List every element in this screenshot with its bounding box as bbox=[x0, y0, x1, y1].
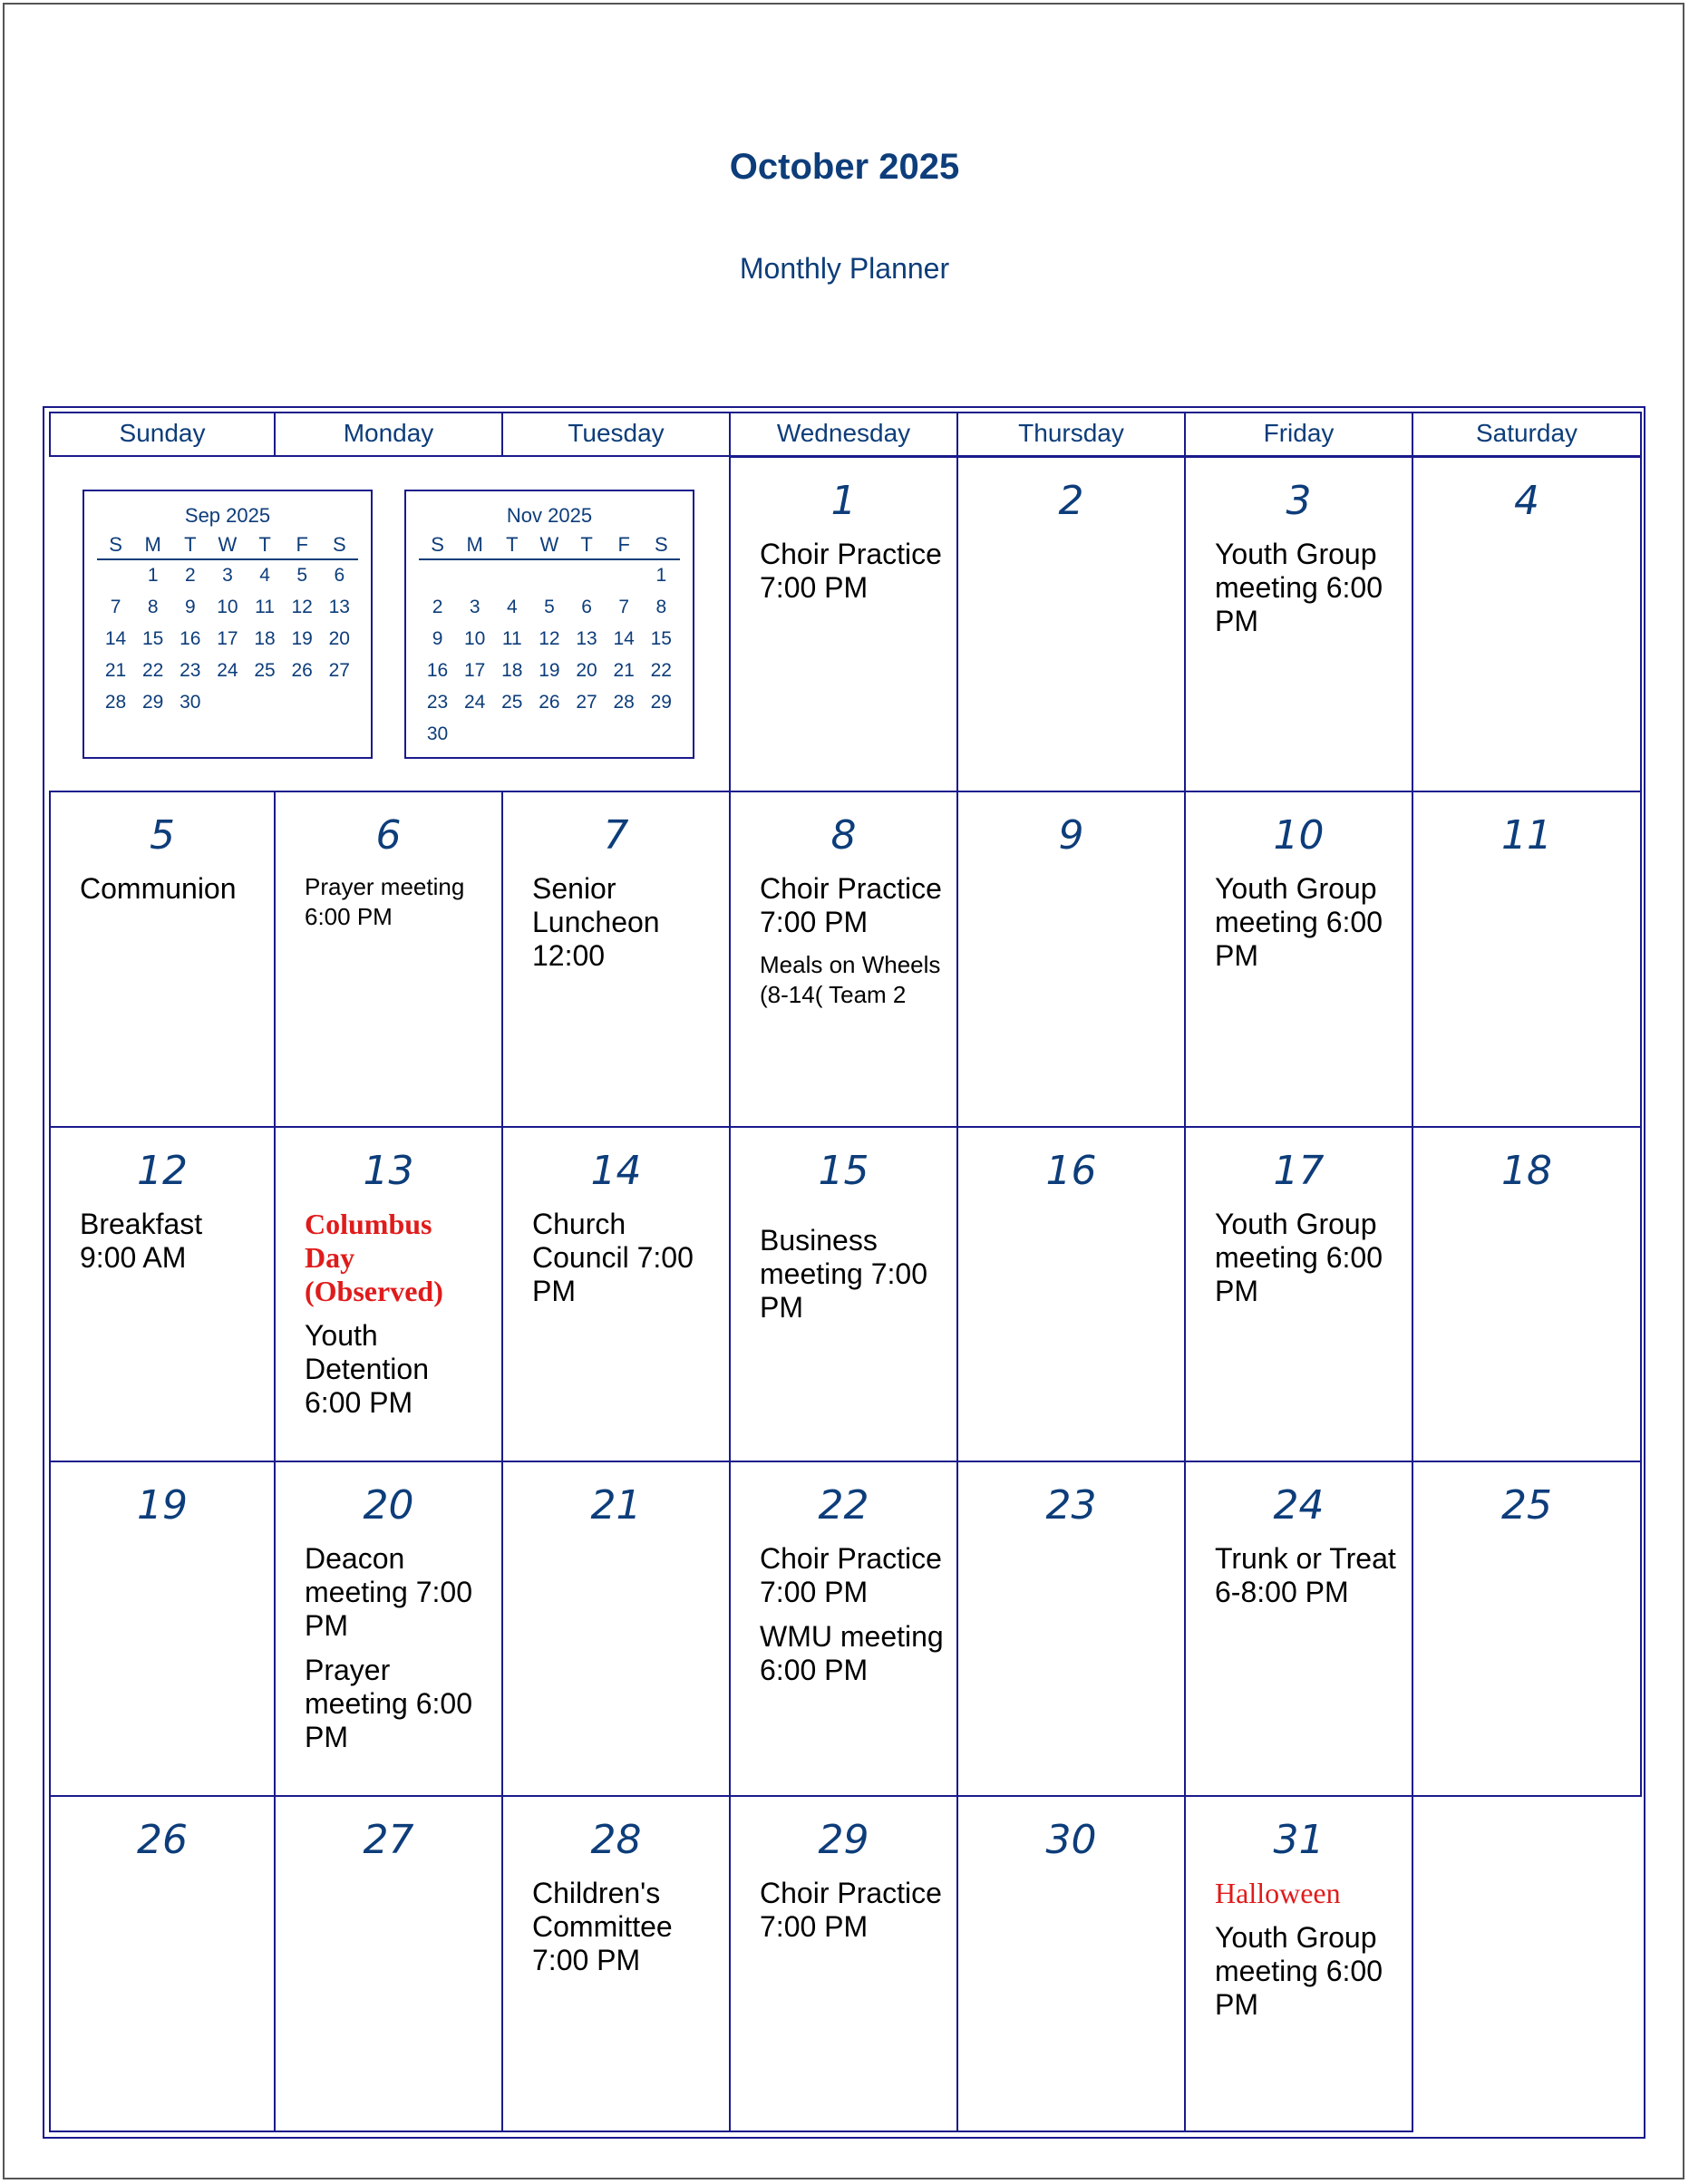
mini-calendar-date: 18 bbox=[501, 660, 523, 681]
mini-calendar-date: 25 bbox=[254, 660, 276, 681]
day-events bbox=[80, 872, 261, 917]
day-number: 16 bbox=[1045, 1148, 1097, 1194]
day-cell-27[interactable] bbox=[274, 1795, 503, 2132]
day-number: 7 bbox=[603, 812, 629, 859]
mini-calendar-date: 13 bbox=[328, 597, 350, 617]
day-cell-5[interactable] bbox=[49, 791, 276, 1128]
mini-calendar-date: 6 bbox=[581, 597, 592, 617]
mini-calendar-date: 6 bbox=[334, 565, 345, 586]
day-number: 10 bbox=[1273, 812, 1325, 859]
day-cell-3[interactable] bbox=[1184, 456, 1413, 792]
weekday-header-row bbox=[49, 412, 1640, 457]
mini-calendar-date: 4 bbox=[259, 565, 270, 586]
day-number: 24 bbox=[1273, 1482, 1325, 1529]
mini-calendar-date: 7 bbox=[618, 597, 630, 617]
event-text[interactable]: Business meeting 7:00 PM bbox=[760, 1224, 928, 1324]
mini-calendar-date: 3 bbox=[222, 565, 233, 586]
day-cell-17[interactable] bbox=[1184, 1126, 1413, 1462]
mini-calendar-date bbox=[456, 560, 493, 592]
holiday-label[interactable]: Columbus Day (Observed) bbox=[305, 1208, 443, 1307]
mini-calendar-date: 23 bbox=[426, 692, 449, 713]
event-text[interactable]: Youth Group meeting 6:00 PM bbox=[1215, 538, 1383, 637]
mini-calendar-date: 20 bbox=[328, 628, 350, 649]
mini-calendar-week bbox=[419, 592, 680, 624]
mini-calendar-date bbox=[493, 560, 530, 592]
mini-calendar-date: 29 bbox=[142, 692, 164, 713]
mini-calendar-date bbox=[568, 560, 606, 592]
mini-calendar-week bbox=[419, 560, 680, 592]
mini-calendar-date: 22 bbox=[142, 660, 164, 681]
mini-calendar-date: 27 bbox=[328, 660, 350, 681]
day-cell-9[interactable] bbox=[956, 791, 1186, 1128]
day-events bbox=[305, 872, 489, 943]
mini-calendar-date bbox=[530, 719, 568, 751]
mini-calendar-date bbox=[97, 560, 134, 592]
mini-calendar-date bbox=[530, 560, 568, 592]
mini-calendar-week bbox=[419, 624, 680, 655]
day-events bbox=[1215, 538, 1399, 649]
mini-calendar-date: 4 bbox=[506, 597, 518, 617]
day-cell-24[interactable] bbox=[1184, 1461, 1413, 1797]
mini-calendar-weekday: W bbox=[539, 533, 559, 556]
event-text[interactable]: Prayer meeting 6:00 PM bbox=[305, 873, 465, 930]
mini-calendar-weekday: F bbox=[296, 533, 308, 556]
mini-calendar-weekday-row bbox=[419, 531, 680, 560]
mini-calendar-date: 22 bbox=[650, 660, 672, 681]
event-text[interactable]: Choir Practice 7:00 PM bbox=[760, 1542, 942, 1608]
mini-calendar-title: Nov 2025 bbox=[506, 504, 593, 527]
mini-calendar-date bbox=[419, 560, 456, 592]
day-events bbox=[1215, 1208, 1399, 1319]
mini-calendar-date: 2 bbox=[432, 597, 443, 617]
day-number: 3 bbox=[1286, 478, 1312, 524]
day-cell-6[interactable] bbox=[274, 791, 503, 1128]
event-text[interactable]: Choir Practice 7:00 PM bbox=[760, 1877, 942, 1943]
day-cell-13[interactable] bbox=[274, 1126, 503, 1462]
day-cell-20[interactable] bbox=[274, 1461, 503, 1797]
day-cell-22[interactable] bbox=[729, 1461, 958, 1797]
weekday-header-wednesday: Wednesday bbox=[729, 412, 958, 457]
day-number: 28 bbox=[590, 1817, 642, 1863]
mini-calendar-week bbox=[97, 592, 358, 624]
mini-calendar-date: 5 bbox=[544, 597, 555, 617]
day-cell-25[interactable] bbox=[1412, 1461, 1642, 1797]
event-text[interactable]: WMU meeting 6:00 PM bbox=[760, 1620, 944, 1686]
mini-calendar-date: 29 bbox=[650, 692, 672, 713]
day-events bbox=[760, 872, 944, 1021]
mini-calendar-date: 1 bbox=[147, 565, 159, 586]
mini-calendar-date bbox=[643, 719, 680, 751]
mini-calendar-date: 24 bbox=[464, 692, 486, 713]
weekday-header-friday: Friday bbox=[1184, 412, 1413, 457]
mini-calendar-date: 18 bbox=[254, 628, 276, 649]
day-number: 18 bbox=[1501, 1148, 1552, 1194]
day-events bbox=[305, 1208, 489, 1431]
day-number: 25 bbox=[1501, 1482, 1552, 1529]
mini-calendar-week bbox=[97, 624, 358, 655]
mini-calendar-date: 14 bbox=[613, 628, 635, 649]
mini-calendar-date: 26 bbox=[539, 692, 560, 713]
day-number: 8 bbox=[830, 812, 857, 859]
day-number: 5 bbox=[150, 812, 175, 859]
mini-calendar-week bbox=[419, 687, 680, 719]
day-cell-7[interactable] bbox=[501, 791, 731, 1128]
mini-calendar-date: 16 bbox=[426, 660, 449, 681]
day-number: 2 bbox=[1058, 478, 1084, 524]
mini-calendar-date bbox=[606, 719, 643, 751]
mini-calendar-date: 9 bbox=[432, 628, 443, 649]
event-text[interactable]: Breakfast 9:00 AM bbox=[80, 1208, 203, 1274]
mini-calendar-weekday: S bbox=[109, 533, 122, 556]
day-cell-10[interactable] bbox=[1184, 791, 1413, 1128]
mini-calendar-date bbox=[456, 719, 493, 751]
mini-calendar-date: 28 bbox=[613, 692, 635, 713]
day-cell-4[interactable] bbox=[1412, 456, 1642, 792]
mini-calendar-date bbox=[247, 687, 284, 719]
page-subtitle: Monthly Planner bbox=[739, 252, 950, 285]
day-number: 6 bbox=[375, 812, 402, 859]
event-text[interactable]: Youth Group meeting 6:00 PM bbox=[1215, 1208, 1383, 1307]
holiday-label[interactable]: Halloween bbox=[1215, 1877, 1341, 1909]
mini-calendar-weekday: T bbox=[506, 533, 519, 556]
day-cell-1[interactable] bbox=[729, 456, 958, 792]
mini-calendar-date: 17 bbox=[464, 660, 486, 681]
mini-calendar-weekday: F bbox=[617, 533, 630, 556]
weekday-header-tuesday: Tuesday bbox=[501, 412, 731, 457]
mini-calendar-week bbox=[419, 719, 680, 751]
day-cell-12[interactable] bbox=[49, 1126, 276, 1462]
mini-calendar-weekday: M bbox=[466, 533, 483, 556]
day-cell-2[interactable] bbox=[956, 456, 1186, 792]
day-number: 21 bbox=[590, 1482, 642, 1529]
day-number: 14 bbox=[590, 1148, 642, 1194]
day-number: 4 bbox=[1514, 478, 1539, 524]
day-number: 26 bbox=[137, 1817, 188, 1863]
event-text[interactable]: Communion bbox=[80, 872, 237, 905]
day-number: 9 bbox=[1058, 812, 1084, 859]
mini-calendar-date: 15 bbox=[650, 628, 672, 649]
mini-calendar-date: 2 bbox=[184, 565, 196, 586]
mini-calendar-weekday: S bbox=[654, 533, 668, 556]
day-cell-18[interactable] bbox=[1412, 1126, 1642, 1462]
day-events bbox=[1215, 872, 1399, 984]
day-cell-23[interactable] bbox=[956, 1461, 1186, 1797]
day-events bbox=[760, 1877, 944, 1955]
mini-calendar-weekday: S bbox=[431, 533, 444, 556]
mini-calendar-date bbox=[568, 719, 606, 751]
mini-calendar-nov-2025 bbox=[404, 490, 694, 759]
day-cell-26[interactable] bbox=[49, 1795, 276, 2132]
mini-calendar-date: 25 bbox=[501, 692, 523, 713]
mini-calendar-date: 20 bbox=[576, 660, 597, 681]
day-cell-29[interactable] bbox=[729, 1795, 958, 2132]
event-text[interactable]: Youth Group meeting 6:00 PM bbox=[1215, 872, 1383, 972]
page-title: October 2025 bbox=[729, 147, 960, 187]
event-text[interactable]: Meals on Wheels (8-14( Team 2 bbox=[760, 951, 941, 1008]
mini-calendar-date: 5 bbox=[296, 565, 308, 586]
day-cell-16[interactable] bbox=[956, 1126, 1186, 1462]
day-cell-8[interactable] bbox=[729, 791, 958, 1128]
mini-calendar-title: Sep 2025 bbox=[184, 504, 271, 527]
day-events bbox=[532, 1208, 716, 1319]
mini-calendar-date: 16 bbox=[180, 628, 201, 649]
mini-calendar-date: 14 bbox=[104, 628, 127, 649]
mini-calendar-date: 13 bbox=[576, 628, 597, 649]
mini-calendar-date: 11 bbox=[501, 628, 522, 649]
day-events bbox=[80, 1208, 261, 1286]
weekday-header-saturday: Saturday bbox=[1412, 412, 1642, 457]
mini-calendar-week bbox=[97, 655, 358, 687]
mini-calendar-date: 12 bbox=[291, 597, 313, 617]
mini-calendar-date: 17 bbox=[217, 628, 238, 649]
mini-calendar-date: 28 bbox=[104, 692, 127, 713]
mini-calendar-date: 11 bbox=[255, 597, 275, 617]
day-number: 31 bbox=[1273, 1817, 1325, 1863]
day-number: 30 bbox=[1045, 1817, 1097, 1863]
day-events bbox=[305, 1542, 489, 1765]
mini-calendar-date: 1 bbox=[655, 565, 667, 586]
mini-calendar-date bbox=[284, 687, 321, 719]
day-number: 20 bbox=[363, 1482, 414, 1529]
day-events bbox=[1215, 1877, 1399, 2033]
mini-calendar-date: 3 bbox=[469, 597, 480, 617]
event-text[interactable]: Prayer meeting 6:00 PM bbox=[305, 1654, 473, 1753]
event-text[interactable]: Trunk or Treat 6-8:00 PM bbox=[1215, 1542, 1396, 1608]
mini-calendar-week bbox=[97, 560, 358, 592]
day-cell-28[interactable] bbox=[501, 1795, 731, 2132]
mini-calendar-date: 30 bbox=[426, 723, 449, 744]
event-text[interactable]: Youth Detention 6:00 PM bbox=[305, 1319, 429, 1419]
weekday-header-thursday: Thursday bbox=[956, 412, 1186, 457]
mini-calendar-date bbox=[493, 719, 530, 751]
day-number: 13 bbox=[363, 1148, 414, 1194]
day-cell-21[interactable] bbox=[501, 1461, 731, 1797]
event-text[interactable]: Deacon meeting 7:00 PM bbox=[305, 1542, 473, 1642]
mini-calendar-week bbox=[97, 687, 358, 719]
event-text[interactable]: Youth Group meeting 6:00 PM bbox=[1215, 1921, 1383, 2021]
day-cell-31[interactable] bbox=[1184, 1795, 1413, 2132]
day-events bbox=[532, 872, 716, 984]
mini-calendar-weekday: M bbox=[144, 533, 161, 556]
mini-calendar-date bbox=[321, 687, 358, 719]
mini-calendar-weekday: S bbox=[332, 533, 346, 556]
day-cell-14[interactable] bbox=[501, 1126, 731, 1462]
weekday-header-sunday: Sunday bbox=[49, 412, 276, 457]
mini-calendar-date: 10 bbox=[217, 597, 238, 617]
mini-calendar-weekday: T bbox=[184, 533, 197, 556]
mini-calendar-sep-2025 bbox=[83, 490, 373, 759]
day-number: 17 bbox=[1273, 1148, 1325, 1194]
mini-calendar-date bbox=[606, 560, 643, 592]
day-events bbox=[760, 538, 944, 616]
day-cell-15[interactable] bbox=[729, 1126, 958, 1462]
day-number: 1 bbox=[830, 478, 857, 524]
mini-calendar-date bbox=[209, 687, 246, 719]
mini-calendar-week bbox=[419, 655, 680, 687]
day-number: 12 bbox=[137, 1148, 188, 1194]
day-events bbox=[532, 1877, 716, 1988]
event-text[interactable]: Children's Committee 7:00 PM bbox=[532, 1877, 673, 1976]
day-number: 19 bbox=[137, 1482, 188, 1529]
mini-calendar-date: 30 bbox=[180, 692, 201, 713]
event-text[interactable]: Senior Luncheon 12:00 bbox=[532, 872, 660, 972]
day-cell-19[interactable] bbox=[49, 1461, 276, 1797]
event-text[interactable]: Choir Practice 7:00 PM bbox=[760, 538, 942, 604]
mini-calendar-date: 8 bbox=[655, 597, 667, 617]
day-cell-11[interactable] bbox=[1412, 791, 1642, 1128]
mini-calendar-date: 21 bbox=[613, 660, 635, 681]
day-cell-30[interactable] bbox=[956, 1795, 1186, 2132]
event-text[interactable]: Church Council 7:00 PM bbox=[532, 1208, 694, 1307]
day-events bbox=[1215, 1542, 1399, 1620]
mini-calendar-date: 23 bbox=[180, 660, 201, 681]
mini-calendar-date: 8 bbox=[147, 597, 159, 617]
mini-calendar-date: 12 bbox=[539, 628, 560, 649]
weekday-header-monday: Monday bbox=[274, 412, 503, 457]
mini-calendar-date: 10 bbox=[464, 628, 486, 649]
mini-calendar-date: 9 bbox=[184, 597, 196, 617]
day-number: 11 bbox=[1501, 812, 1552, 859]
mini-calendar-date: 7 bbox=[110, 597, 121, 617]
mini-calendar-date: 19 bbox=[539, 660, 560, 681]
day-events bbox=[760, 1224, 944, 1335]
day-number: 27 bbox=[363, 1817, 414, 1863]
mini-calendar-date: 24 bbox=[217, 660, 238, 681]
mini-calendar-date: 19 bbox=[291, 628, 313, 649]
day-events bbox=[760, 1542, 944, 1698]
mini-calendar-date: 27 bbox=[576, 692, 597, 713]
day-number: 22 bbox=[818, 1482, 869, 1529]
day-number: 29 bbox=[818, 1817, 869, 1863]
mini-calendar-weekday: T bbox=[580, 533, 593, 556]
mini-calendar-date: 26 bbox=[291, 660, 313, 681]
mini-calendar-weekday: T bbox=[258, 533, 271, 556]
mini-calendar-date: 21 bbox=[104, 660, 127, 681]
mini-calendar-weekday: W bbox=[218, 533, 238, 556]
mini-calendar-date: 15 bbox=[142, 628, 164, 649]
mini-calendar-weekday-row bbox=[97, 531, 358, 560]
day-number: 15 bbox=[818, 1148, 869, 1194]
day-number: 23 bbox=[1045, 1482, 1097, 1529]
event-text[interactable]: Choir Practice 7:00 PM bbox=[760, 872, 942, 938]
